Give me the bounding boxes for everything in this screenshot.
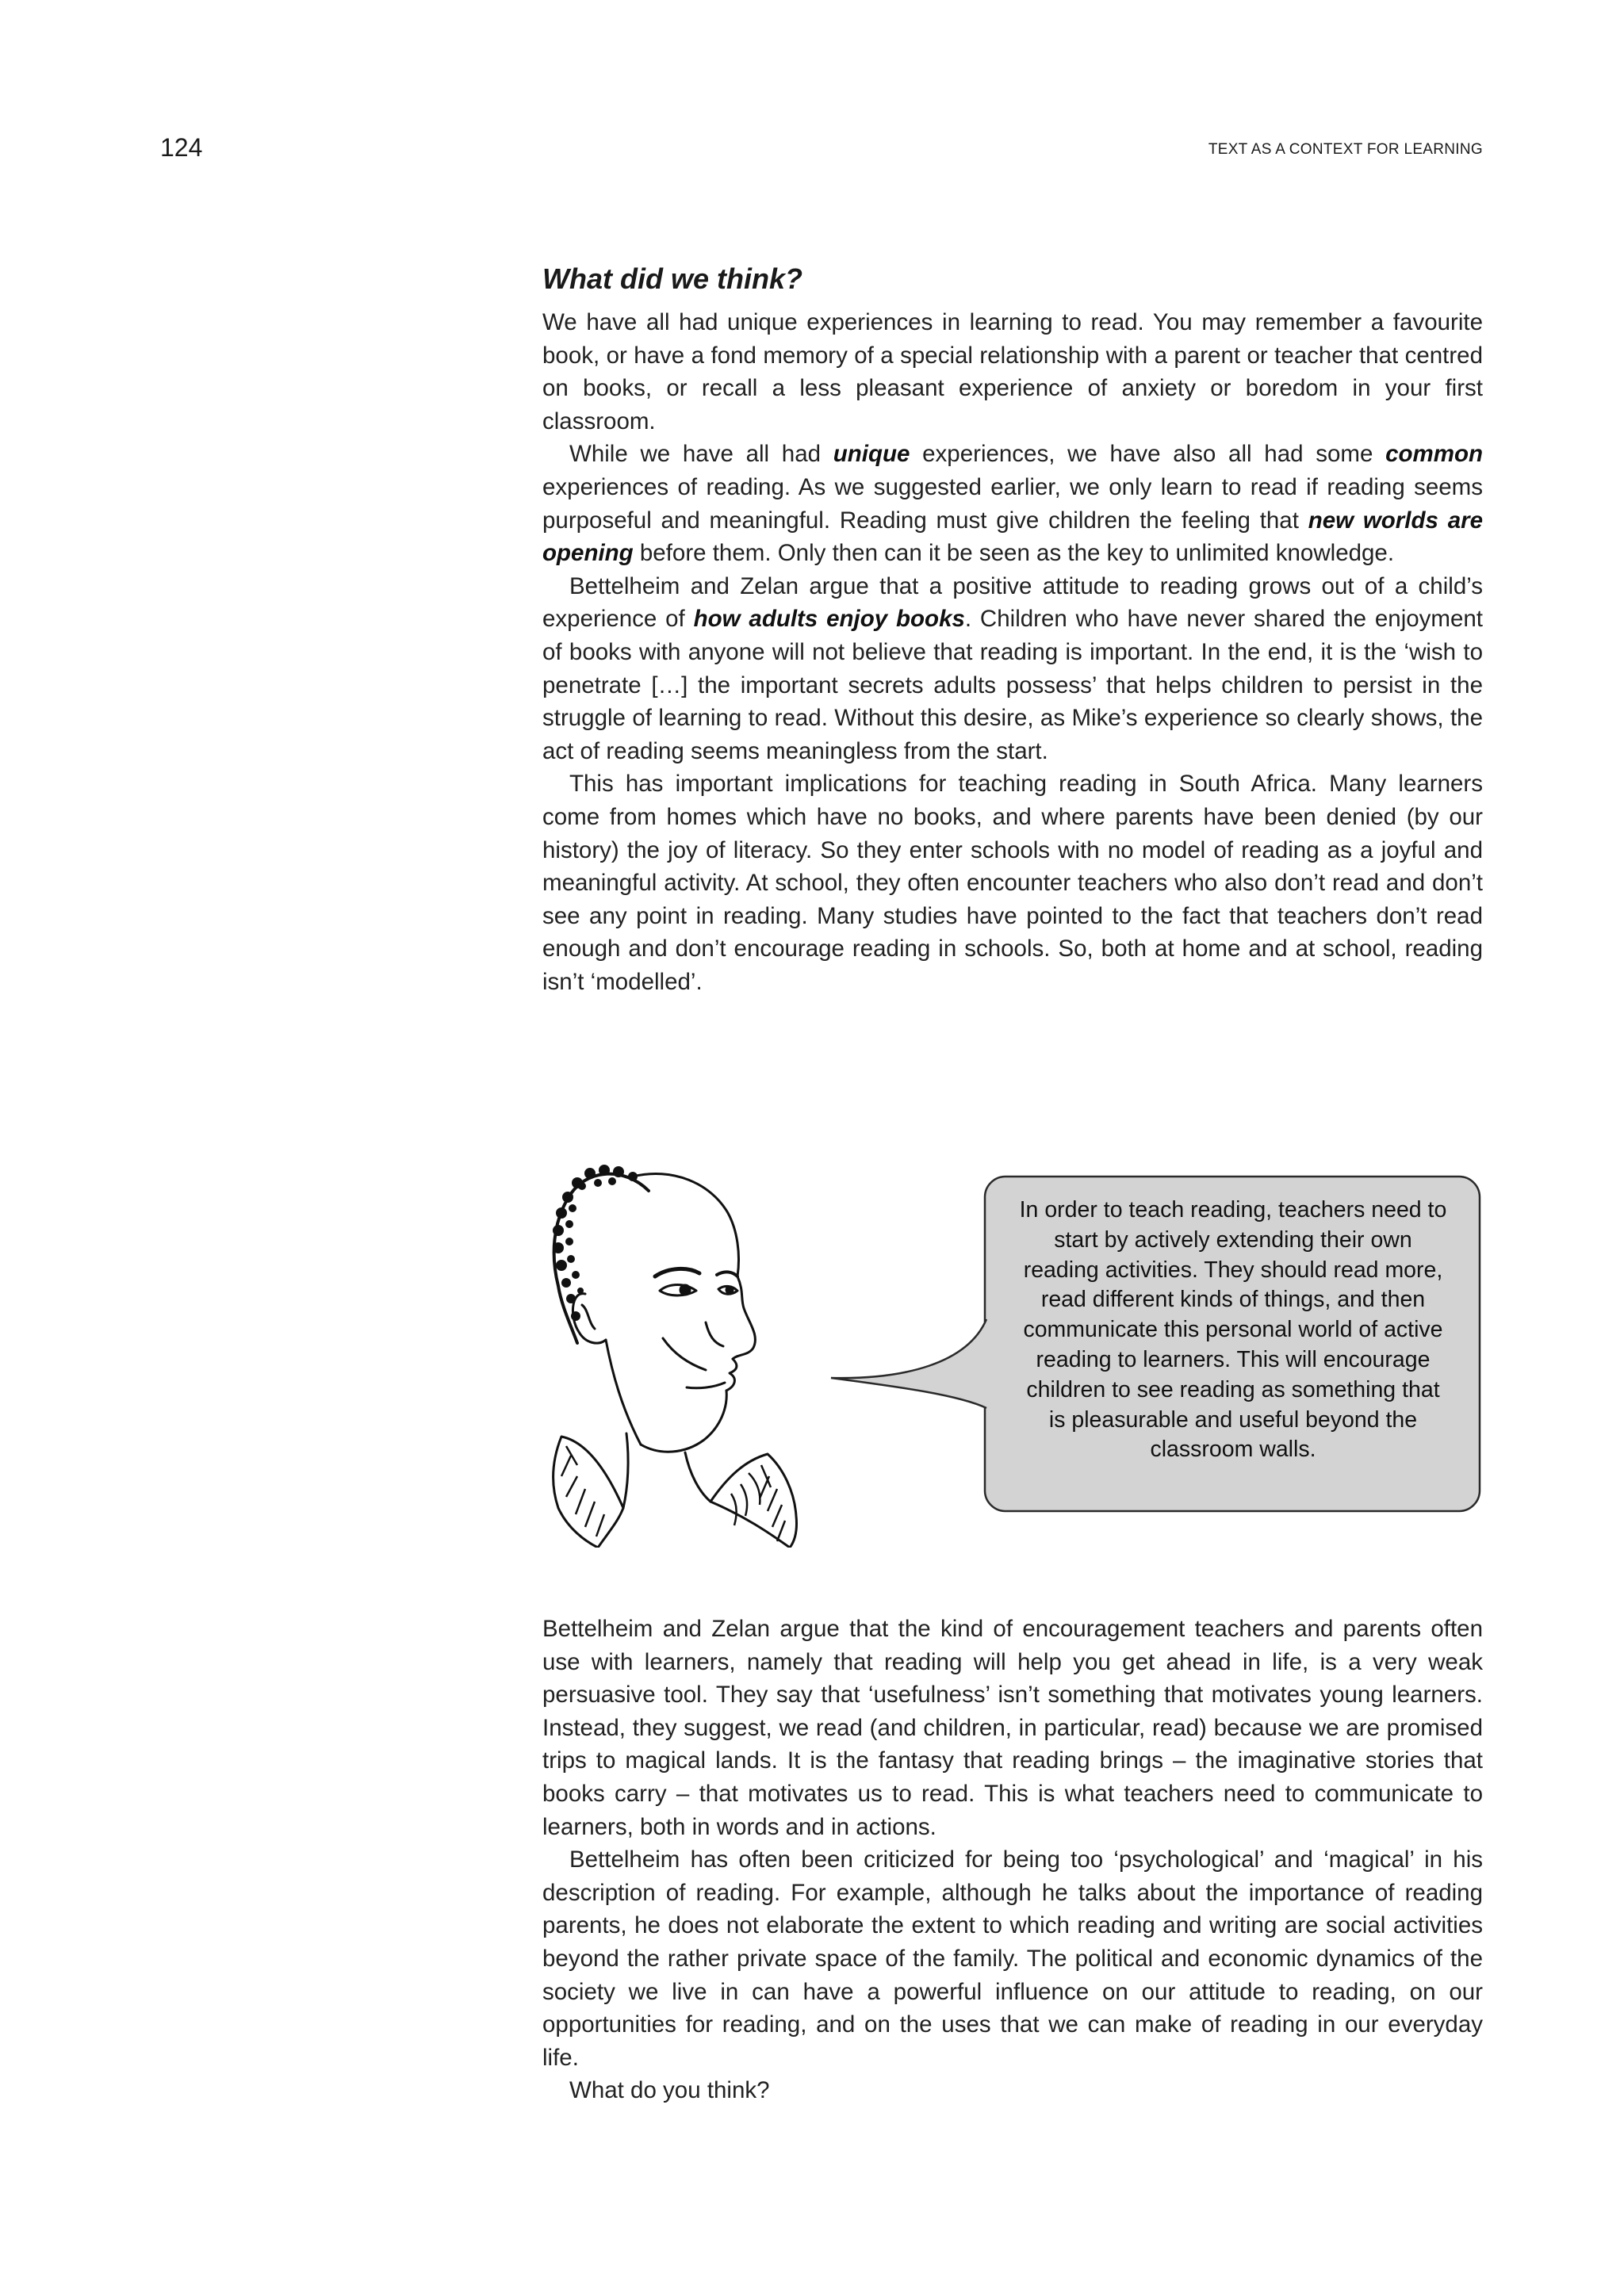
speech-bubble-text: In order to teach reading, teachers need to start by actively extending their own reading activities. They should read more, read different kinds of things, and then communicate this personal world of active reading to learners. This will encourage children to see reading as something that is pleasurable and useful beyond the classroom walls. [1019,1197,1447,1463]
page-number: 124 [160,133,203,162]
paragraph [542,438,1483,569]
emphasis-text: how adults enjoy books [693,606,965,633]
text-run: experiences, we have also all had some [910,441,1386,468]
closing-question: What do you think? [569,2077,770,2104]
text-run: Bettelheim and Zelan argue that a positive attitude to reading grows out of a child’s experience of [542,572,1483,633]
continuation-text [542,1613,1483,2107]
text-run: We have all had unique experiences in learning to read. You may remember a favourite book, or have a fond memory of a special relationship with a parent or teacher that centred on books, or recall a less pleasant experience of anxiety or boredom in your first classroom. [542,309,1483,434]
emphasis-text: new worlds are opening [542,507,1483,567]
text-run: before them. Only then can it be seen as the key to unlimited knowledge. [633,540,1395,567]
paragraph [542,306,1483,438]
section-what-did-we-think [542,260,1483,998]
paragraph: Bettelheim has often been criticized for being too ‘psychological’ and ‘magical’ in his description of reading. For example, although he talks about the importance of reading parents, he does not elaborate the extent to which reading and writing are social activities beyond the rather private space of the family. The political and economic dynamics of the society we live in can have a powerful influence on our attitude to reading, on our opportunities for reading, and on the uses that we can make of reading in our everyday life. [542,1846,1483,2071]
section-body [542,306,1483,998]
speech-bubble-pointer [825,1316,1007,1411]
emphasis-text: unique [833,441,910,468]
running-head: TEXT AS A CONTEXT FOR LEARNING [1208,141,1483,158]
text-run: experiences of reading. As we suggested earlier, we only learn to read if reading seems purposeful and meaningful. Reading must give children the feeling that [542,473,1483,534]
section-heading: What did we think? [542,262,802,295]
text-run: While we have all had [569,441,833,468]
paragraph [542,570,1483,768]
emphasis-text: common [1385,441,1483,468]
speech-bubble [983,1175,1481,1513]
text-run: . Children who have never shared the enjoyment of books with anyone will not believe that reading is important. In the end, it is the ‘wish to penetrate […] the important secrets adults possess’ that helps children to persist in the struggle of learning to read. Without this desire, as Mike’s experience so clearly shows, the act of reading seems meaningless from the start. [542,606,1483,764]
paragraph [542,767,1483,998]
paragraph: Bettelheim and Zelan argue that the kind of encouragement teachers and parents often use with learners, namely that reading will help you get ahead in life, is a very weak persuasive tool. They say that ‘usefulness’ isn’t something that motivates young learners. Instead, they suggest, we read (and children, in particular, read) because we are promised trips to magical lands. It is the fantasy that reading brings – the imaginative stories that books carry – that motivates us to read. This is what teachers need to communicate to learners, both in words and in actions. [542,1616,1483,1840]
text-run: This has important implications for teaching reading in South Africa. Many learners come from homes which have no books, and where parents have been denied (by our history) the joy of literacy. So they enter schools with no model of reading as a joyful and meaningful activity. At school, they often encounter teachers who also don’t read and don’t see any point in reading. Many studies have pointed to the fact that teachers don’t read enough and don’t encourage reading in schools. So, both at home and at school, reading isn’t ‘modelled’. [542,771,1483,995]
